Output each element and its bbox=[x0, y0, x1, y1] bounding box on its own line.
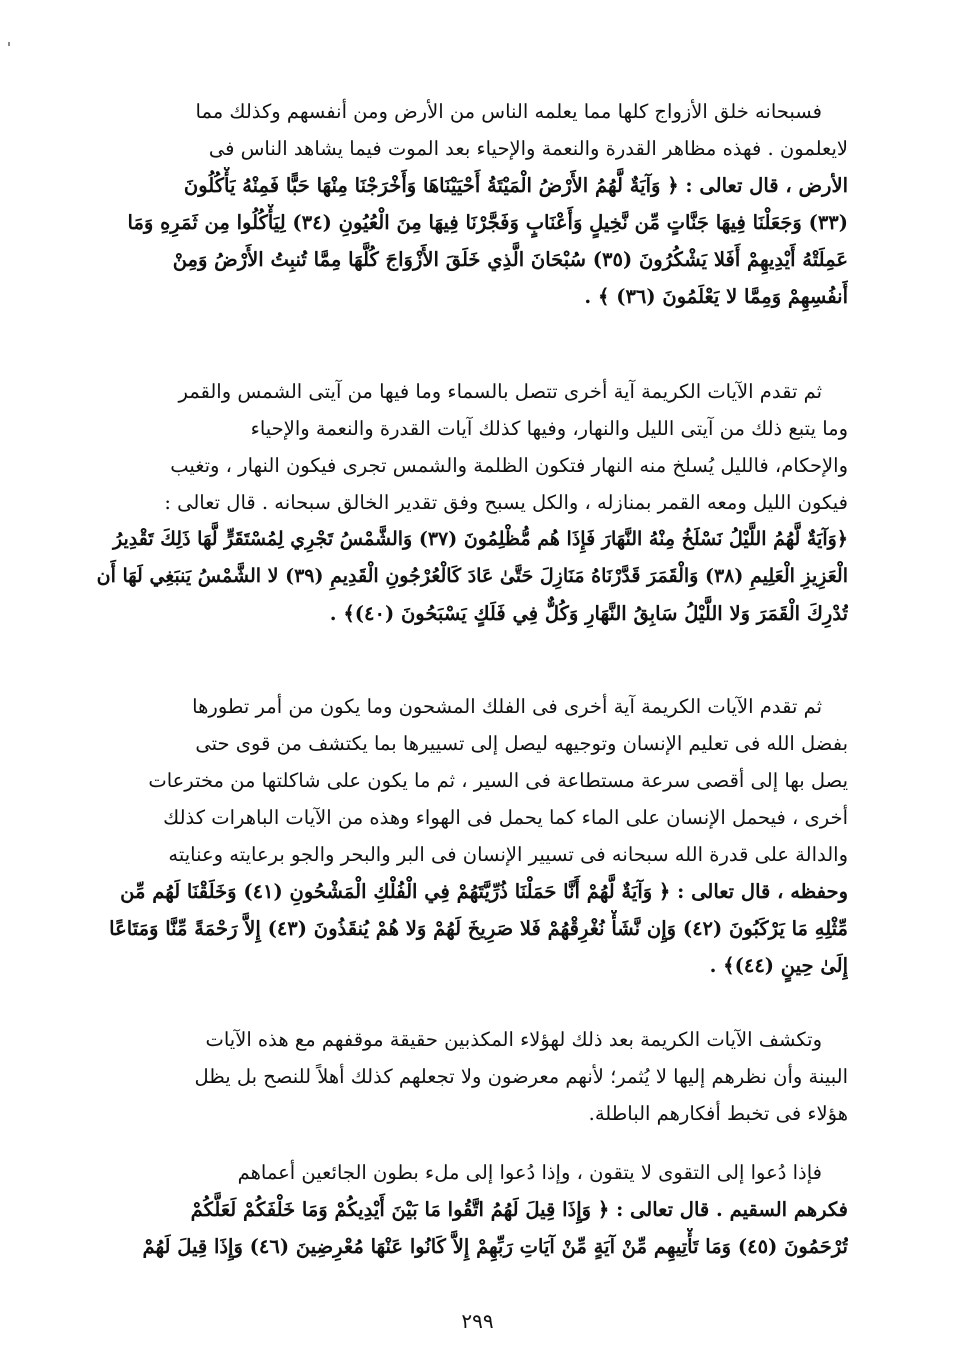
paragraph-5 bbox=[96, 1154, 848, 1265]
text-line: أخرى ، فيحمل الإنسان على الماء كما يحمل فى الهواء وهذه من الآيات الباهرات كذلك bbox=[163, 806, 848, 829]
verse-line: مِّثْلِهِ مَا يَرْكَبُونَ (٤٢) وَإِن نَّشَأْ نُغْرِقْهُمْ فَلا صَرِيخَ لَهُمْ وَلا هُمْ يُنقَذُونَ (٤٣) إِلاَّ رَحْمَةً مِّنَّا وَمَتَاعًا bbox=[109, 917, 848, 940]
paragraph-2 bbox=[96, 373, 848, 632]
text-line: بفضل الله فى تعليم الإنسان وتوجيهه ليصل إلى تسييرها بما يكتشف من قوى حتى bbox=[195, 732, 848, 755]
scan-edge-mark bbox=[8, 42, 10, 46]
verse-line: وحفظه ، قال تعالى : ﴿ وَآيَةٌ لَّهُمْ أَنَّا حَمَلْنَا ذُرِّيَّتَهُمْ فِي الْفُلْكِ الْمَشْحُونِ (٤١) وَخَلَقْنَا لَهُم مِّن bbox=[120, 880, 848, 903]
text-line: وما يتبع ذلك من آيتى الليل والنهار، وفيها كذلك آيات القدرة والنعمة والإحياء bbox=[250, 417, 848, 440]
verse-line: ﴿وَآيَةٌ لَّهُمُ اللَّيْلُ نَسْلَخُ مِنْهُ النَّهَارَ فَإِذَا هُم مُّظْلِمُونَ (٣٧) وَالشَّمْسُ تَجْرِي لِمُسْتَقَرٍّ لَّهَا ذَلِكَ تَقْدِيرُ bbox=[113, 528, 848, 550]
text-line: هؤلاء فى تخبط أفكارهم الباطلة. bbox=[588, 1102, 848, 1125]
verse-line: الْعَزِيزِ الْعَلِيمِ (٣٨) وَالْقَمَرَ قَدَّرْنَاهُ مَنَازِلَ حَتَّىٰ عَادَ كَالْعُرْجُونِ الْقَدِيمِ (٣٩) لا الشَّمْسُ يَنبَغِي لَهَا أَن bbox=[96, 565, 848, 587]
text-line: لايعلمون . فهذه مظاهر القدرة والنعمة والإحياء بعد الموت فيما يشاهد الناس فى bbox=[208, 137, 848, 160]
verse-line: تُرْحَمُونَ (٤٥) وَمَا تَأْتِيهِم مِّنْ آيَةٍ مِّنْ آيَاتِ رَبِّهِمْ إِلاَّ كَانُوا عَنْهَا مُعْرِضِينَ (٤٦) وَإِذَا قِيلَ لَهُمْ bbox=[142, 1235, 848, 1258]
text-line: فإذا دُعوا إلى التقوى لا يتقون ، وإذا دُعوا إلى ملء بطون الجائعين أعماهم bbox=[237, 1161, 822, 1184]
verse-line: فكرهم السقيم . قال تعالى : ﴿ وَإِذَا قِيلَ لَهُمُ اتَّقُوا مَا بَيْنَ أَيْدِيكُمْ وَمَا خَلْفَكُمْ لَعَلَّكُمْ bbox=[190, 1198, 848, 1221]
page-number: ٢٩٩ bbox=[461, 1309, 494, 1333]
text-line: والإحكام، فالليل يُسلخ منه النهار فتكون الظلمة والشمس تجرى فيكون النهار ، وتغيب bbox=[170, 454, 848, 477]
text-line: فسبحانه خلق الأزواج كلها مما يعلمه الناس من الأرض ومن أنفسهم وكذلك مما bbox=[195, 100, 822, 123]
paragraph-1 bbox=[96, 93, 848, 315]
paragraph-3 bbox=[96, 688, 848, 984]
verse-line: تُدْرِكَ الْقَمَرَ وَلا اللَّيْلُ سَابِقُ النَّهَارِ وَكُلٌّ فِي فَلَكٍ يَسْبَحُونَ (٤٠)﴾ . bbox=[329, 602, 848, 625]
paragraph-4 bbox=[96, 1021, 848, 1132]
text-line: فيكون الليل ومعه القمر بمنازله ، والكل يسبح وفق تقدير الخالق سبحانه . قال تعالى : bbox=[164, 491, 848, 514]
verse-line: عَمِلَتْهُ أَيْدِيهِمْ أَفَلا يَشْكُرُونَ (٣٥) سُبْحَانَ الَّذِي خَلَقَ الأَزْوَاجَ كُلَّهَا مِمَّا تُنبِتُ الأَرْضُ وَمِنْ bbox=[172, 248, 848, 271]
text-line: ثم تقدم الآيات الكريمة آية أخرى تتصل بالسماء وما فيها من آيتى الشمس والقمر bbox=[178, 380, 822, 403]
text-line: يصل بها إلى أقصى سرعة مستطاعة فى السير ، ثم ما يكون على شاكلتها من مخترعات bbox=[148, 769, 848, 792]
text-line: والدالة على قدرة الله سبحانه فى تسيير الإنسان فى البر والبحر والجو برعايته وعنايته bbox=[168, 843, 848, 866]
text-line: ثم تقدم الآيات الكريمة آية أخرى فى الفلك المشحون وما يكون من أمر تطورها bbox=[192, 695, 822, 718]
text-line: وتكشف الآيات الكريمة بعد ذلك لهؤلاء المكذبين حقيقة موقفهم مع هذه الآيات bbox=[205, 1028, 822, 1051]
text-line: البينة وأن نظرهم إليها لا يُثمر؛ لأنهم معرضون ولا تجعلهم كذلك أهلاً للنصح بل يظل bbox=[194, 1065, 848, 1088]
verse-line: أَنفُسِهِمْ وَمِمَّا لا يَعْلَمُونَ (٣٦) ﴾ . bbox=[584, 285, 848, 308]
verse-line: إِلَىٰ حِينٍ (٤٤)﴾ . bbox=[709, 954, 848, 977]
verse-line: (٣٣) وَجَعَلْنَا فِيهَا جَنَّاتٍ مِّن نَّخِيلٍ وَأَعْنَابٍ وَفَجَّرْنَا فِيهَا مِنَ الْعُيُونِ (٣٤) لِيَأْكُلُوا مِن ثَمَرِهِ وَمَا bbox=[127, 211, 848, 234]
verse-line: الأرض ، قال تعالى : ﴿ وَآيَةٌ لَّهُمُ الأَرْضُ الْمَيْتَةُ أَحْيَيْنَاهَا وَأَخْرَجْنَا مِنْهَا حَبًّا فَمِنْهُ يَأْكُلُونَ bbox=[183, 174, 848, 197]
